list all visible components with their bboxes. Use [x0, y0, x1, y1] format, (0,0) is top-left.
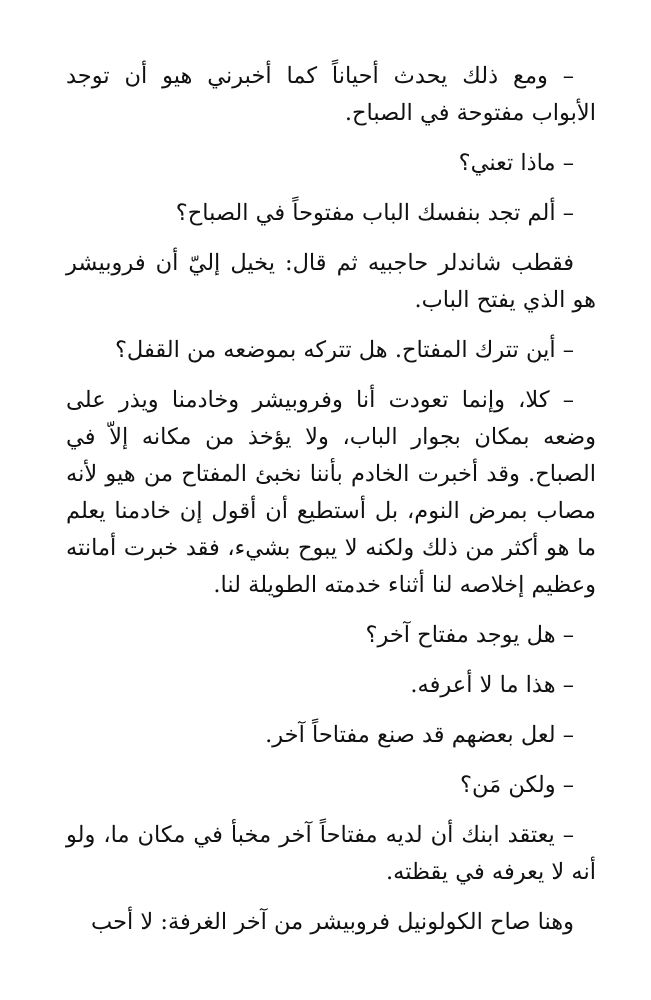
paragraph-7: – هل يوجد مفتاح آخر؟: [365, 622, 574, 648]
paragraph-11: – يعتقد ابنك أن لديه مفتاحاً آخر مخبأ في مكان ما، ولو أنه لا يعرفه في يقظته.: [66, 822, 596, 885]
paragraph-4: فقطب شاندلر حاجبيه ثم قال: يخيل إليّ أن فروبيشر هو الذي يفتح الباب.: [66, 250, 596, 313]
book-page-text: [66, 58, 596, 954]
paragraph-12: وهنا صاح الكولونيل فروبيشر من آخر الغرفة: لا أحب: [91, 909, 574, 935]
paragraph-6: – كلا، وإنما تعودت أنا وفروبيشر وخادمنا ويذر على وضعه بمكان بجوار الباب، ولا يؤخذ من مكانه إلاّ في الصباح. وقد أخبرت الخادم بأننا نخبئ المفتاح من هيو لأنه مصاب بمرض النوم، بل أستطيع أن أقول إن خادمنا يعلم ما هو أكثر من ذلك ولكنه لا يبوح بشيء، فقد خبرت أمانته وعظيم إخلاصه لنا أثناء خدمته الطويلة لنا.: [66, 387, 596, 598]
paragraph-8: – هذا ما لا أعرفه.: [410, 672, 574, 698]
paragraph-5: – أين تترك المفتاح. هل تتركه بموضعه من القفل؟: [114, 337, 574, 363]
paragraph-10: – ولكن مَن؟: [460, 772, 574, 798]
paragraph-2: – ماذا تعني؟: [458, 150, 574, 176]
paragraph-1: – ومع ذلك يحدث أحياناً كما أخبرني هيو أن توجد الأبواب مفتوحة في الصباح.: [66, 63, 596, 126]
paragraph-9: – لعل بعضهم قد صنع مفتاحاً آخر.: [265, 722, 574, 748]
paragraph-3: – ألم تجد بنفسك الباب مفتوحاً في الصباح؟: [175, 200, 574, 226]
